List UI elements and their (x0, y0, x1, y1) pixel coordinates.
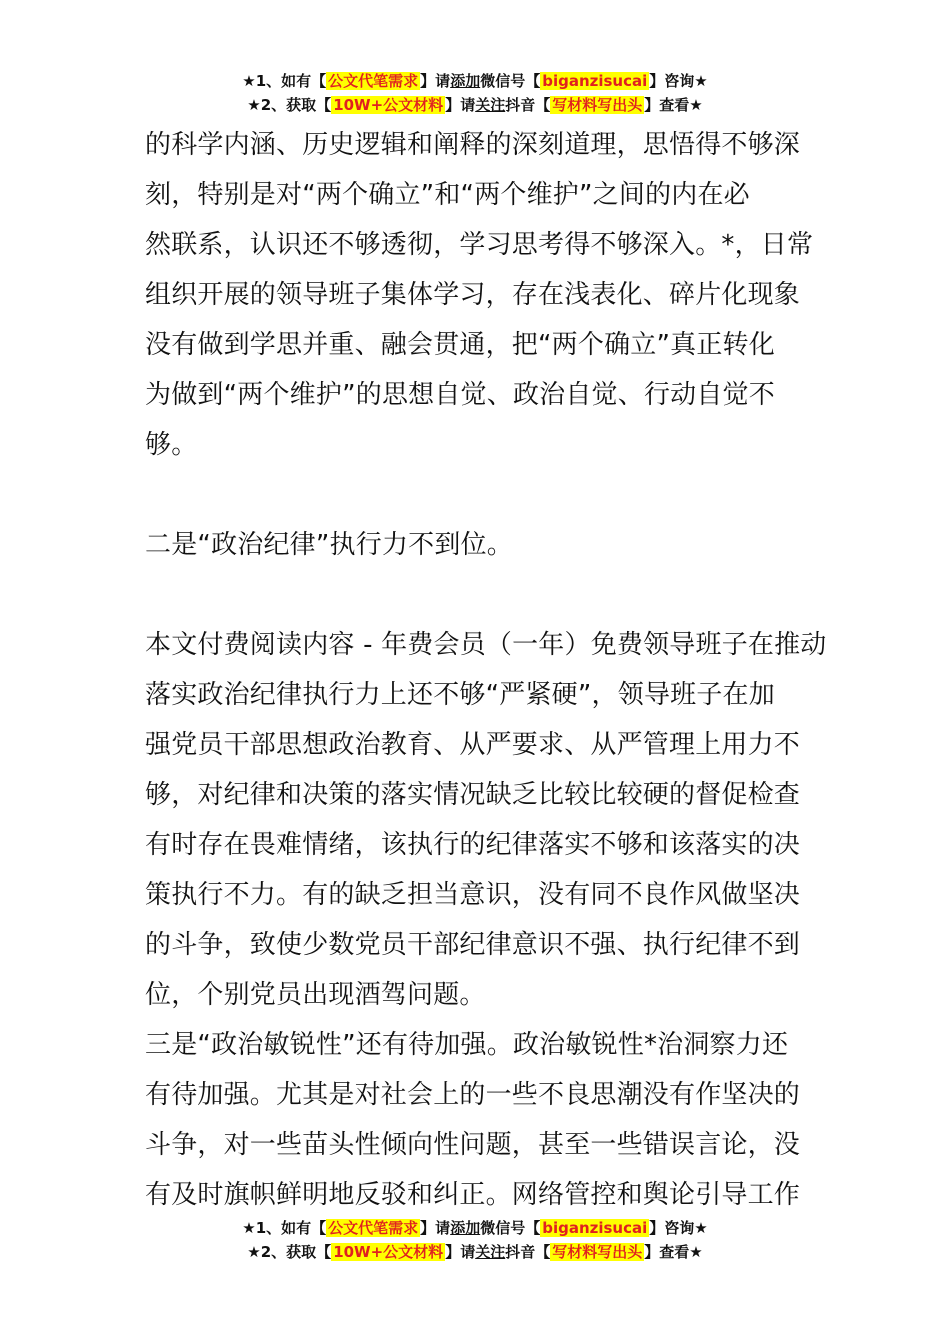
promo-line-1: ★1、如有【 公文代笔需求 】请添加微信号【 biganzisucai 】咨询★ (242, 1219, 708, 1237)
body-line: 组织开展的领导班子集体学习，存在浅表化、碎片化现象 (145, 280, 801, 310)
promo-highlight: 写材料写出头 (552, 1243, 643, 1261)
body-line: 有及时旗帜鲜明地反驳和纠正。网络管控和舆论引导工作 (145, 1180, 801, 1210)
body-line: 三是“政治敏锐性”还有待加强。政治敏锐性*治洞察力还 (145, 1030, 789, 1060)
body-line: 策执行不力。有的缺乏担当意识，没有同不良作风做坚决 (145, 880, 801, 910)
body-line: 落实政治纪律执行力上还不够“严紧硬”，领导班子在加 (145, 680, 775, 710)
body-line: 位，个别党员出现酒驾问题。 (145, 980, 486, 1010)
body-line: 然联系，认识还不够透彻，学习思考得不够深入。*，日常 (145, 230, 814, 260)
body-line: 没有做到学思并重、融会贯通，把“两个确立”真正转化 (145, 330, 775, 360)
body-line: 有时存在畏难情绪，该执行的纪律落实不够和该落实的决 (145, 830, 801, 860)
top-promo-banner (0, 69, 950, 117)
promo-highlight: biganzisucai (542, 1219, 648, 1237)
promo-highlight: biganzisucai (542, 72, 648, 90)
body-line: 刻，特别是对“两个确立”和“两个维护”之间的内在必 (145, 180, 750, 210)
promo-highlight: 写材料写出头 (552, 96, 643, 114)
promo-highlight: 公文代笔需求 (328, 72, 419, 90)
blank-line (145, 570, 810, 620)
body-line: 的斗争，致使少数党员干部纪律意识不强、执行纪律不到 (145, 930, 801, 960)
document-body (145, 120, 827, 1220)
body-line: 有待加强。尤其是对社会上的一些不良思潮没有作坚决的 (145, 1080, 801, 1110)
promo-highlight: 公文代笔需求 (328, 1219, 419, 1237)
promo-line-1: ★1、如有【 公文代笔需求 】请添加微信号【 biganzisucai 】咨询★ (242, 72, 708, 90)
promo-line-2: ★2、获取【 10W+公文材料 】请关注抖音【 写材料写出头 】查看★ (247, 96, 703, 114)
body-line: 为做到“两个维护”的思想自觉、政治自觉、行动自觉不 (145, 380, 775, 410)
body-line: 的科学内涵、历史逻辑和阐释的深刻道理，思悟得不够深 (145, 130, 801, 160)
promo-highlight: 10W+公文材料 (333, 1243, 444, 1261)
bottom-promo-banner (0, 1216, 950, 1264)
body-line: 够。 (145, 430, 198, 460)
body-line: 斗争，对一些苗头性倾向性问题，甚至一些错误言论，没 (145, 1130, 801, 1160)
promo-line-2: ★2、获取【 10W+公文材料 】请关注抖音【 写材料写出头 】查看★ (247, 1243, 703, 1261)
body-line: 强党员干部思想政治教育、从严要求、从严管理上用力不 (145, 730, 801, 760)
section-heading: 二是“政治纪律”执行力不到位。 (145, 530, 513, 560)
body-line: 本文付费阅读内容 - 年费会员（一年）免费领导班子在推动 (145, 630, 827, 660)
body-line: 够，对纪律和决策的落实情况缺乏比较比较硬的督促检查 (145, 780, 801, 810)
promo-highlight: 10W+公文材料 (333, 96, 444, 114)
blank-line (145, 470, 810, 520)
